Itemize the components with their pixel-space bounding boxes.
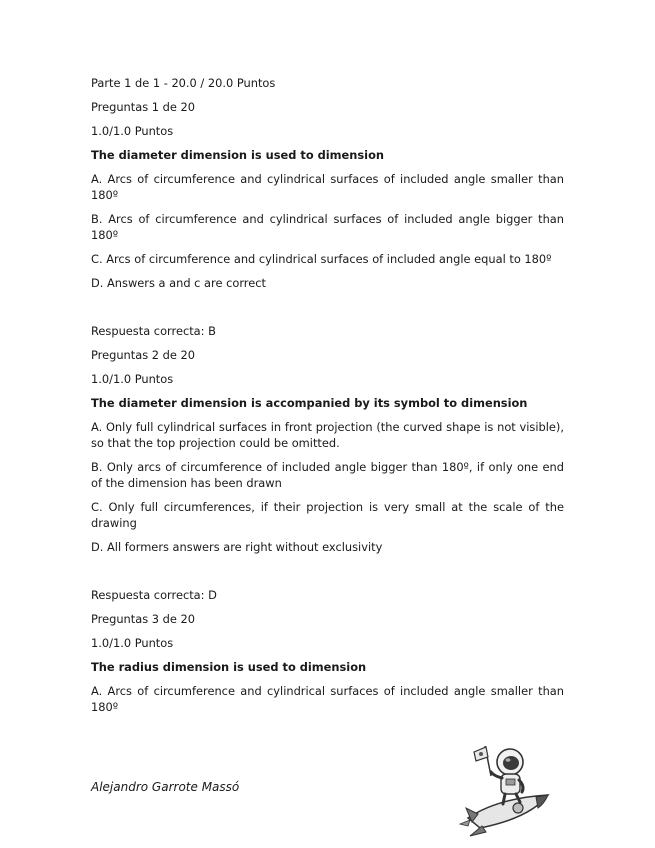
answer-option: A. Arcs of circumference and cylindrical surfaces of included angle smaller than 180º — [91, 684, 564, 714]
question-counter: Preguntas 2 de 20 — [91, 348, 196, 362]
astronaut-rocket-icon — [458, 740, 558, 840]
correct-answer: Respuesta correcta: D — [91, 588, 217, 602]
answer-option: D. All formers answers are right without exclusivity — [91, 540, 383, 554]
spacer — [91, 563, 564, 587]
question-points: 1.0/1.0 Puntos — [91, 372, 174, 386]
answer-option: A. Arcs of circumference and cylindrical surfaces of included angle smaller than 180º — [91, 172, 564, 202]
author-name: Alejandro Garrote Massó — [91, 780, 240, 794]
question-points: 1.0/1.0 Puntos — [91, 636, 174, 650]
question-title: The radius dimension is used to dimension — [91, 660, 367, 674]
part-score: Parte 1 de 1 - 20.0 / 20.0 Puntos — [91, 76, 276, 90]
question-counter: Preguntas 1 de 20 — [91, 100, 196, 114]
document-body — [91, 75, 564, 723]
correct-answer: Respuesta correcta: B — [91, 324, 216, 338]
answer-option: D. Answers a and c are correct — [91, 276, 266, 290]
spacer — [91, 299, 564, 323]
answer-option: C. Arcs of circumference and cylindrical surfaces of included angle equal to 180º — [91, 252, 552, 266]
question-points: 1.0/1.0 Puntos — [91, 124, 174, 138]
question-counter: Preguntas 3 de 20 — [91, 612, 196, 626]
question-title: The diameter dimension is accompanied by its symbol to dimension — [91, 396, 528, 410]
answer-option: C. Only full circumferences, if their projection is very small at the scale of the drawing — [91, 500, 564, 530]
answer-option: B. Only arcs of circumference of included angle bigger than 180º, if only one end of the dimension has been drawn — [91, 460, 564, 490]
answer-option: B. Arcs of circumference and cylindrical surfaces of included angle bigger than 180º — [91, 212, 564, 242]
answer-option: A. Only full cylindrical surfaces in front projection (the curved shape is not visible), so that the top projection could be omitted. — [91, 420, 564, 450]
question-title: The diameter dimension is used to dimension — [91, 148, 385, 162]
